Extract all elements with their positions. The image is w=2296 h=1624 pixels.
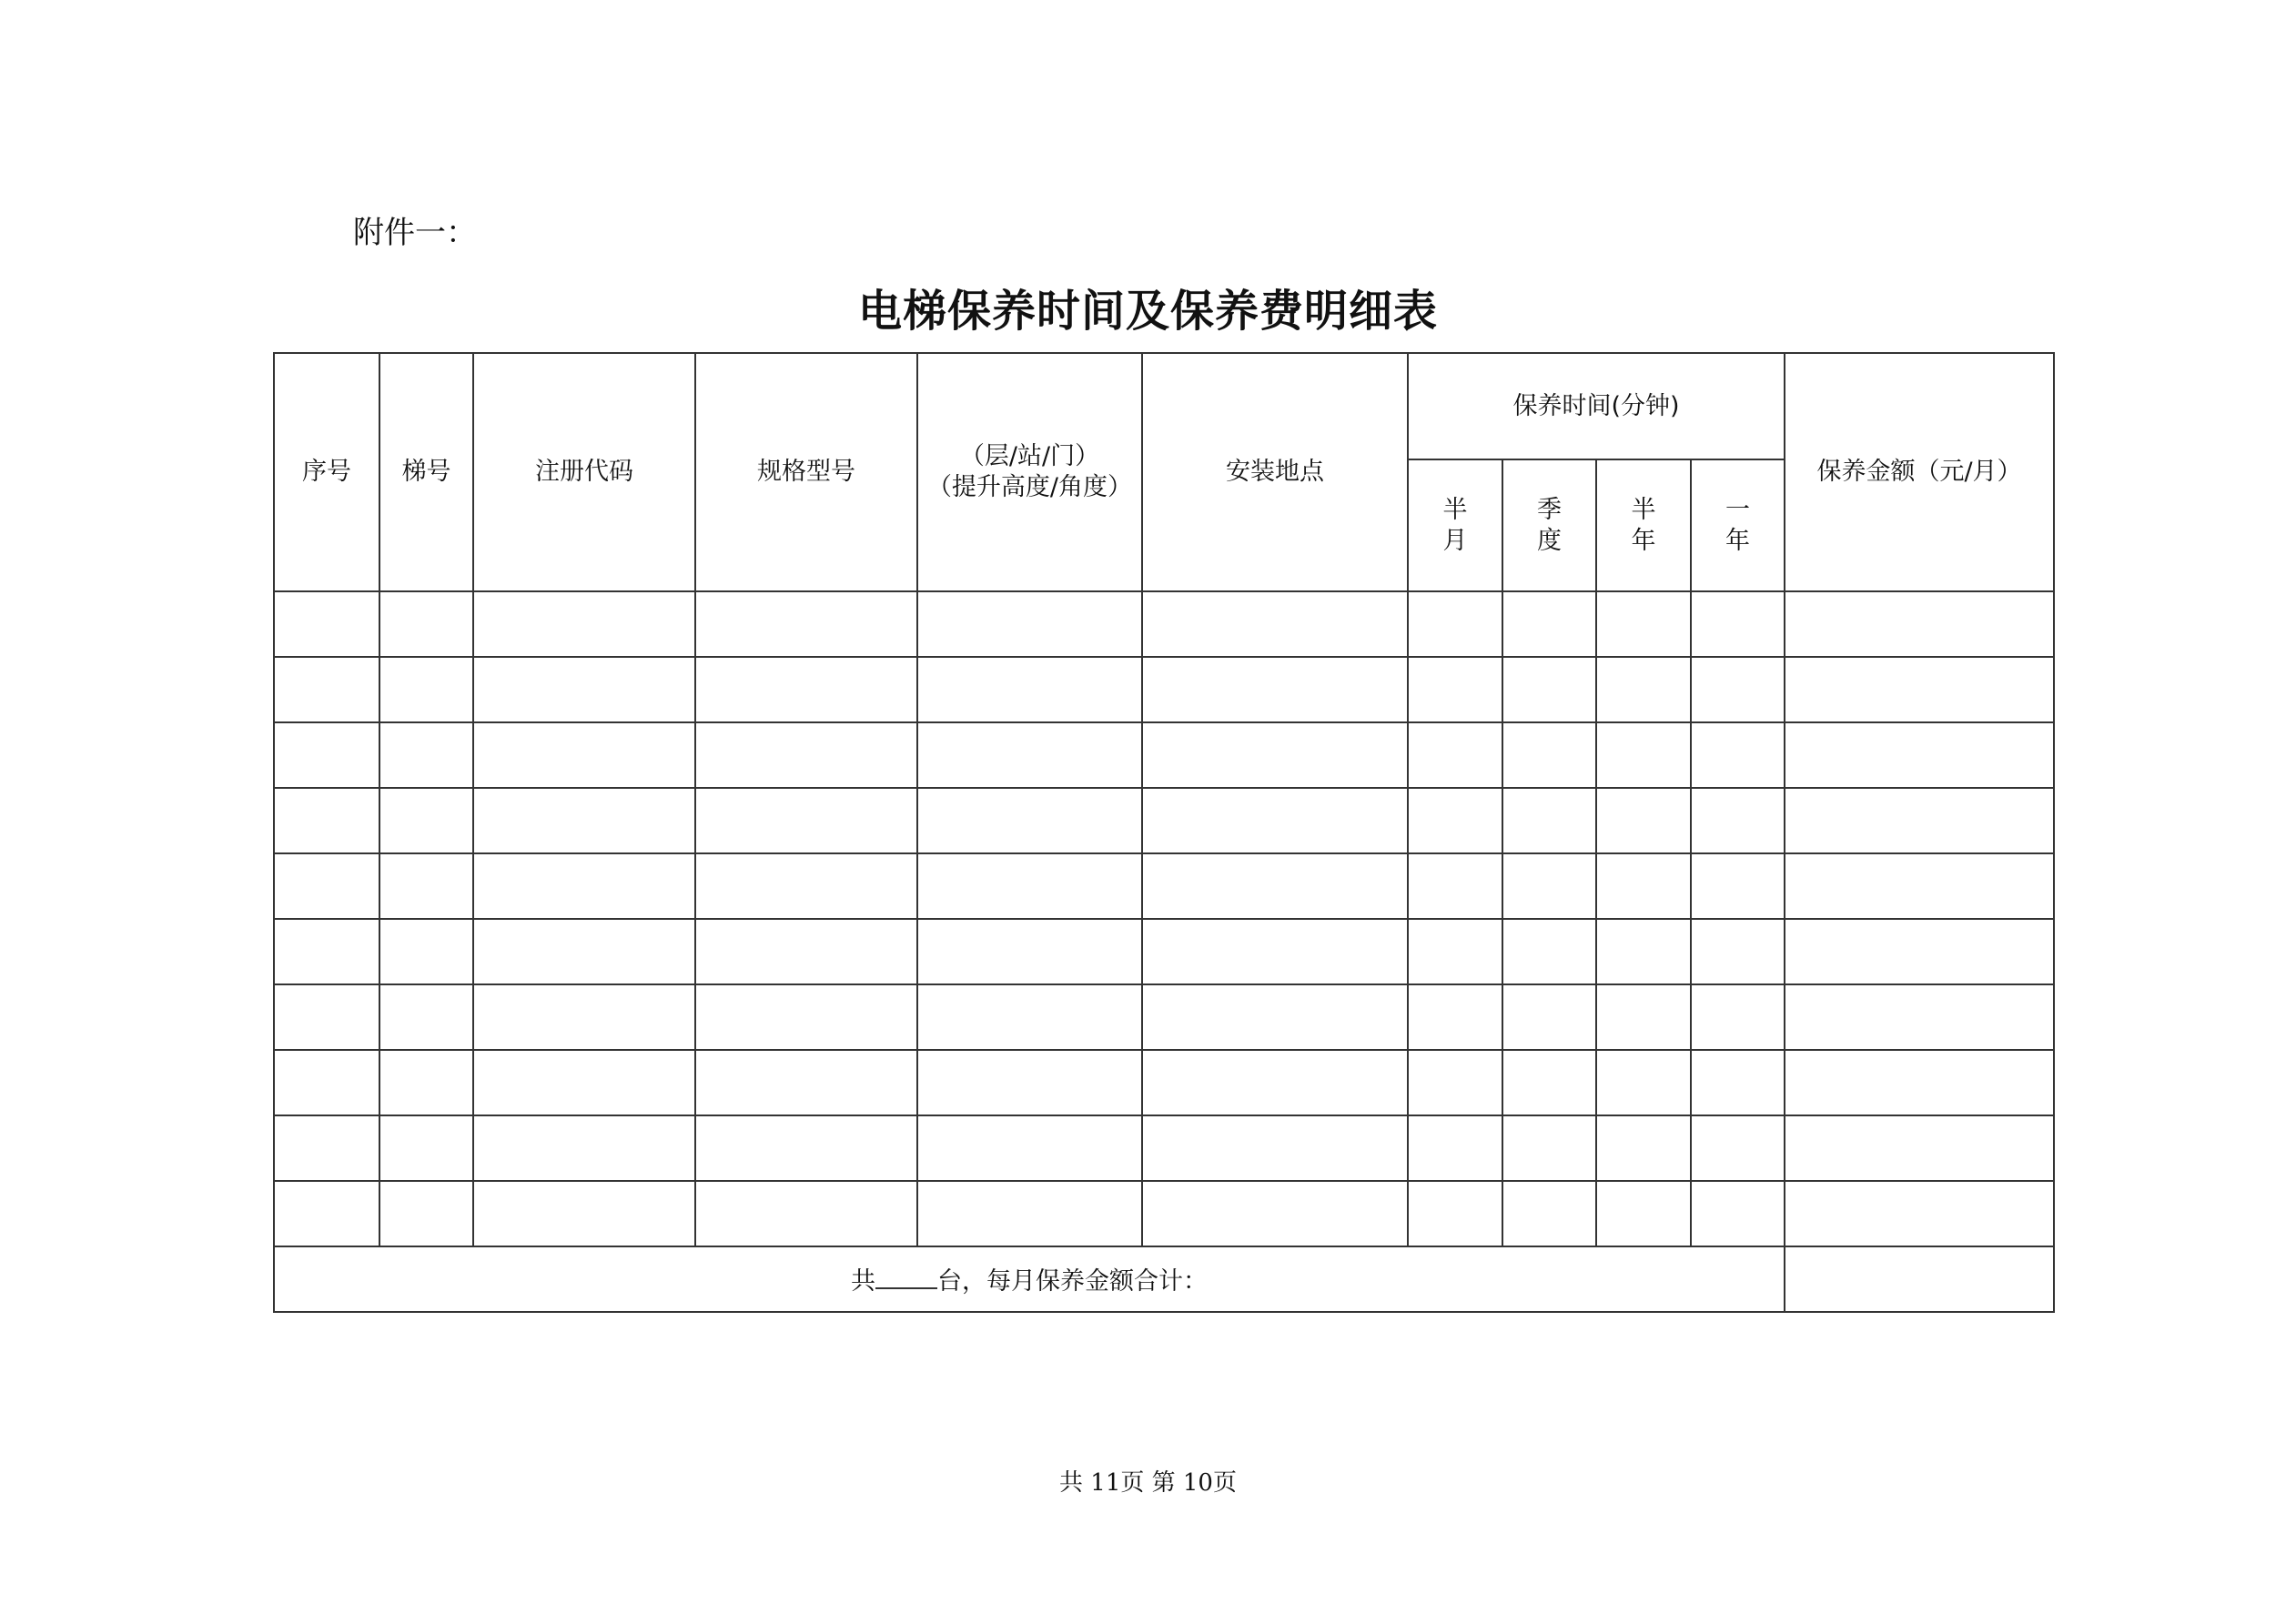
period-header-char: 年 [1725, 526, 1750, 555]
table-cell [473, 919, 695, 984]
table-cell [274, 853, 379, 919]
header-location: 安装地点 [1142, 353, 1408, 591]
table-cell [1691, 853, 1785, 919]
table-row [274, 591, 2054, 657]
table-row [274, 853, 2054, 919]
table-cell [379, 657, 473, 722]
table-cell [1596, 722, 1691, 788]
table-cell [917, 1181, 1142, 1246]
table-cell [1596, 984, 1691, 1050]
period-header-2 [1596, 459, 1691, 591]
table-cell [473, 722, 695, 788]
table-cell [1596, 657, 1691, 722]
table-cell [1142, 1050, 1408, 1115]
table-row [274, 657, 2054, 722]
table-cell [917, 853, 1142, 919]
table-cell [695, 1115, 917, 1181]
table-row [274, 722, 2054, 788]
header-maintenance-time: 保养时间(分钟) [1408, 353, 1785, 459]
table-cell [379, 722, 473, 788]
table-cell [473, 657, 695, 722]
table-cell [1142, 919, 1408, 984]
period-header-char: 年 [1631, 526, 1656, 555]
table-cell [1408, 1181, 1502, 1246]
table-cell [695, 657, 917, 722]
period-header-1 [1502, 459, 1596, 591]
table-cell [379, 1181, 473, 1246]
table-cell [379, 1115, 473, 1181]
table-cell [1785, 657, 2054, 722]
table-cell [1408, 984, 1502, 1050]
table-cell [1142, 1181, 1408, 1246]
table-cell [1596, 919, 1691, 984]
header-index: 序号 [274, 353, 379, 591]
maintenance-fee-table [273, 352, 2055, 1313]
table-cell [1502, 788, 1596, 853]
table-cell [1785, 1181, 2054, 1246]
document-title: 电梯保养时间及保养费明细表 [857, 286, 1438, 337]
table-cell [1408, 722, 1502, 788]
table-cell [1596, 1115, 1691, 1181]
table-cell [473, 1181, 695, 1246]
table-cell [1502, 1181, 1596, 1246]
table-cell [379, 1050, 473, 1115]
table-cell [1785, 853, 2054, 919]
table-cell [917, 984, 1142, 1050]
table-cell [274, 722, 379, 788]
table-cell [1408, 788, 1502, 853]
table-row [274, 1050, 2054, 1115]
header-row [274, 353, 2054, 459]
table-cell [1691, 984, 1785, 1050]
table-cell [1408, 919, 1502, 984]
total-prefix: 共 [851, 1266, 875, 1296]
table-cell [274, 788, 379, 853]
table-cell [473, 1115, 695, 1181]
table-cell [1502, 657, 1596, 722]
table-cell [695, 1050, 917, 1115]
table-row [274, 984, 2054, 1050]
table-cell [379, 591, 473, 657]
header-spec-line1: （层/站/门） [959, 442, 1100, 470]
table-cell [1502, 919, 1596, 984]
header-spec-line2: （提升高度/角度） [926, 473, 1133, 501]
header-elevator-no: 梯号 [379, 353, 473, 591]
table-cell [1691, 1181, 1785, 1246]
table-cell [695, 788, 917, 853]
table-cell [1142, 984, 1408, 1050]
table-cell [695, 591, 917, 657]
table-row [274, 788, 2054, 853]
period-header-char: 一 [1725, 495, 1750, 524]
table-cell [274, 1050, 379, 1115]
table-cell [1502, 984, 1596, 1050]
table-cell [1691, 1115, 1785, 1181]
table-row [274, 1181, 2054, 1246]
table-cell [917, 722, 1142, 788]
table-cell [917, 657, 1142, 722]
table-cell [917, 591, 1142, 657]
table-cell [473, 984, 695, 1050]
table-cell [1785, 722, 2054, 788]
table-cell [1142, 853, 1408, 919]
table-row [274, 919, 2054, 984]
table-cell [379, 919, 473, 984]
table-cell [1502, 591, 1596, 657]
table-cell [473, 591, 695, 657]
table-cell [274, 1115, 379, 1181]
table-cell [1142, 657, 1408, 722]
table-cell [274, 1181, 379, 1246]
table-cell [1142, 591, 1408, 657]
total-label [274, 1246, 1785, 1312]
attachment-label: 附件一： [353, 215, 477, 251]
header-spec [917, 353, 1142, 591]
table-cell [1785, 788, 2054, 853]
table-cell [274, 657, 379, 722]
table-cell [917, 788, 1142, 853]
table-cell [1502, 853, 1596, 919]
period-header-3 [1691, 459, 1785, 591]
table-cell [1142, 1115, 1408, 1181]
page-footer: 共 11页 第 10页 [1059, 1469, 1237, 1497]
table-cell [1502, 1115, 1596, 1181]
table-cell [473, 853, 695, 919]
table-cell [1408, 853, 1502, 919]
table-cell [695, 919, 917, 984]
table-cell [1691, 722, 1785, 788]
table-cell [1691, 919, 1785, 984]
table-cell [1691, 788, 1785, 853]
header-registration-code: 注册代码 [473, 353, 695, 591]
table-cell [1502, 1050, 1596, 1115]
table-cell [1142, 788, 1408, 853]
table-cell [274, 984, 379, 1050]
table-cell [1785, 919, 2054, 984]
table-cell [917, 919, 1142, 984]
period-header-0 [1408, 459, 1502, 591]
table-cell [1691, 657, 1785, 722]
table-cell [473, 788, 695, 853]
table-cell [473, 1050, 695, 1115]
header-fee: 保养金额（元/月） [1785, 353, 2054, 591]
table-cell [379, 788, 473, 853]
table-cell [1502, 722, 1596, 788]
table-row [274, 1115, 2054, 1181]
table-cell [1408, 591, 1502, 657]
period-header-char: 半 [1442, 495, 1468, 524]
table-cell [1691, 591, 1785, 657]
table-cell [379, 984, 473, 1050]
table-cell [695, 1181, 917, 1246]
table-cell [695, 722, 917, 788]
table-cell [1596, 853, 1691, 919]
table-cell [1408, 657, 1502, 722]
period-header-char: 季 [1537, 495, 1562, 524]
table-cell [1408, 1115, 1502, 1181]
table-cell [1785, 984, 2054, 1050]
table-cell [1785, 1050, 2054, 1115]
total-value-cell [1785, 1246, 2054, 1312]
count-blank-line [875, 1262, 937, 1289]
table-cell [1596, 1050, 1691, 1115]
table-cell [274, 591, 379, 657]
table-cell [1596, 591, 1691, 657]
table-cell [695, 853, 917, 919]
table-cell [379, 853, 473, 919]
table-cell [917, 1050, 1142, 1115]
period-header-char: 月 [1442, 526, 1468, 555]
table-cell [1142, 722, 1408, 788]
table-cell [1785, 1115, 2054, 1181]
period-header-char: 度 [1537, 526, 1562, 555]
table-cell [695, 984, 917, 1050]
total-suffix: 台，每月保养金额合计： [937, 1266, 1208, 1296]
table-cell [274, 919, 379, 984]
period-header-char: 半 [1631, 495, 1656, 524]
table-cell [1408, 1050, 1502, 1115]
total-row [274, 1246, 2054, 1312]
table-cell [1785, 591, 2054, 657]
table-cell [1691, 1050, 1785, 1115]
table-cell [1596, 1181, 1691, 1246]
header-model: 规格型号 [695, 353, 917, 591]
table-cell [917, 1115, 1142, 1181]
table-cell [1596, 788, 1691, 853]
